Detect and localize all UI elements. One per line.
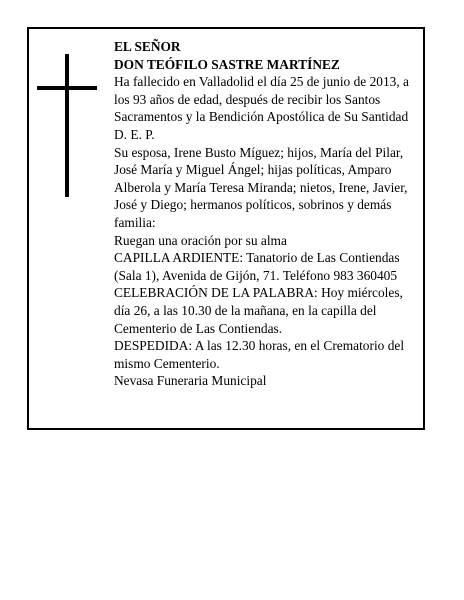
notice-line: Alberola y María Teresa Miranda; nietos, Irene, Javier, <box>114 179 408 195</box>
notice-line: Ruegan una oración por su alma <box>114 232 287 248</box>
notice-line: CAPILLA ARDIENTE: Tanatorio de Las Contiendas <box>114 250 400 266</box>
obituary-text <box>114 38 424 390</box>
notice-line: CELEBRACIÓN DE LA PALABRA: Hoy miércoles, <box>114 285 403 301</box>
notice-line: Ha fallecido en Valladolid el día 25 de junio de 2013, a <box>114 74 410 90</box>
notice-heading: EL SEÑOR <box>114 39 181 54</box>
notice-line: Sacramentos y la Bendición Apostólica de Su Santidad <box>114 109 409 125</box>
notice-line: DESPEDIDA: A las 12.30 horas, en el Crematorio del <box>114 338 405 354</box>
notice-line: D. E. P. <box>114 126 155 142</box>
notice-line: Su esposa, Irene Busto Míguez; hijos, María del Pilar, <box>114 144 404 160</box>
latin-cross-icon <box>37 54 97 199</box>
notice-line: Cementerio de Las Contiendas. <box>114 320 283 336</box>
notice-line: día 26, a las 10.30 de la mañana, en la capilla del <box>114 302 377 318</box>
notice-line: José y Diego; hermanos políticos, sobrinos y demás <box>114 197 392 213</box>
notice-line: (Sala 1), Avenida de Gijón, 71. Teléfono 983 360405 <box>114 267 398 283</box>
deceased-name: DON TEÓFILO SASTRE MARTÍNEZ <box>114 56 340 72</box>
notice-line: José María y Miguel Ángel; hijas políticas, Amparo <box>114 162 392 178</box>
notice-line: Nevasa Funeraria Municipal <box>114 373 267 389</box>
notice-line: los 93 años de edad, después de recibir los Santos <box>114 91 381 107</box>
notice-line: familia: <box>114 214 156 230</box>
cross-horizontal-bar <box>37 86 97 90</box>
notice-line: mismo Cementerio. <box>114 355 220 371</box>
cross-vertical-bar <box>65 54 69 197</box>
